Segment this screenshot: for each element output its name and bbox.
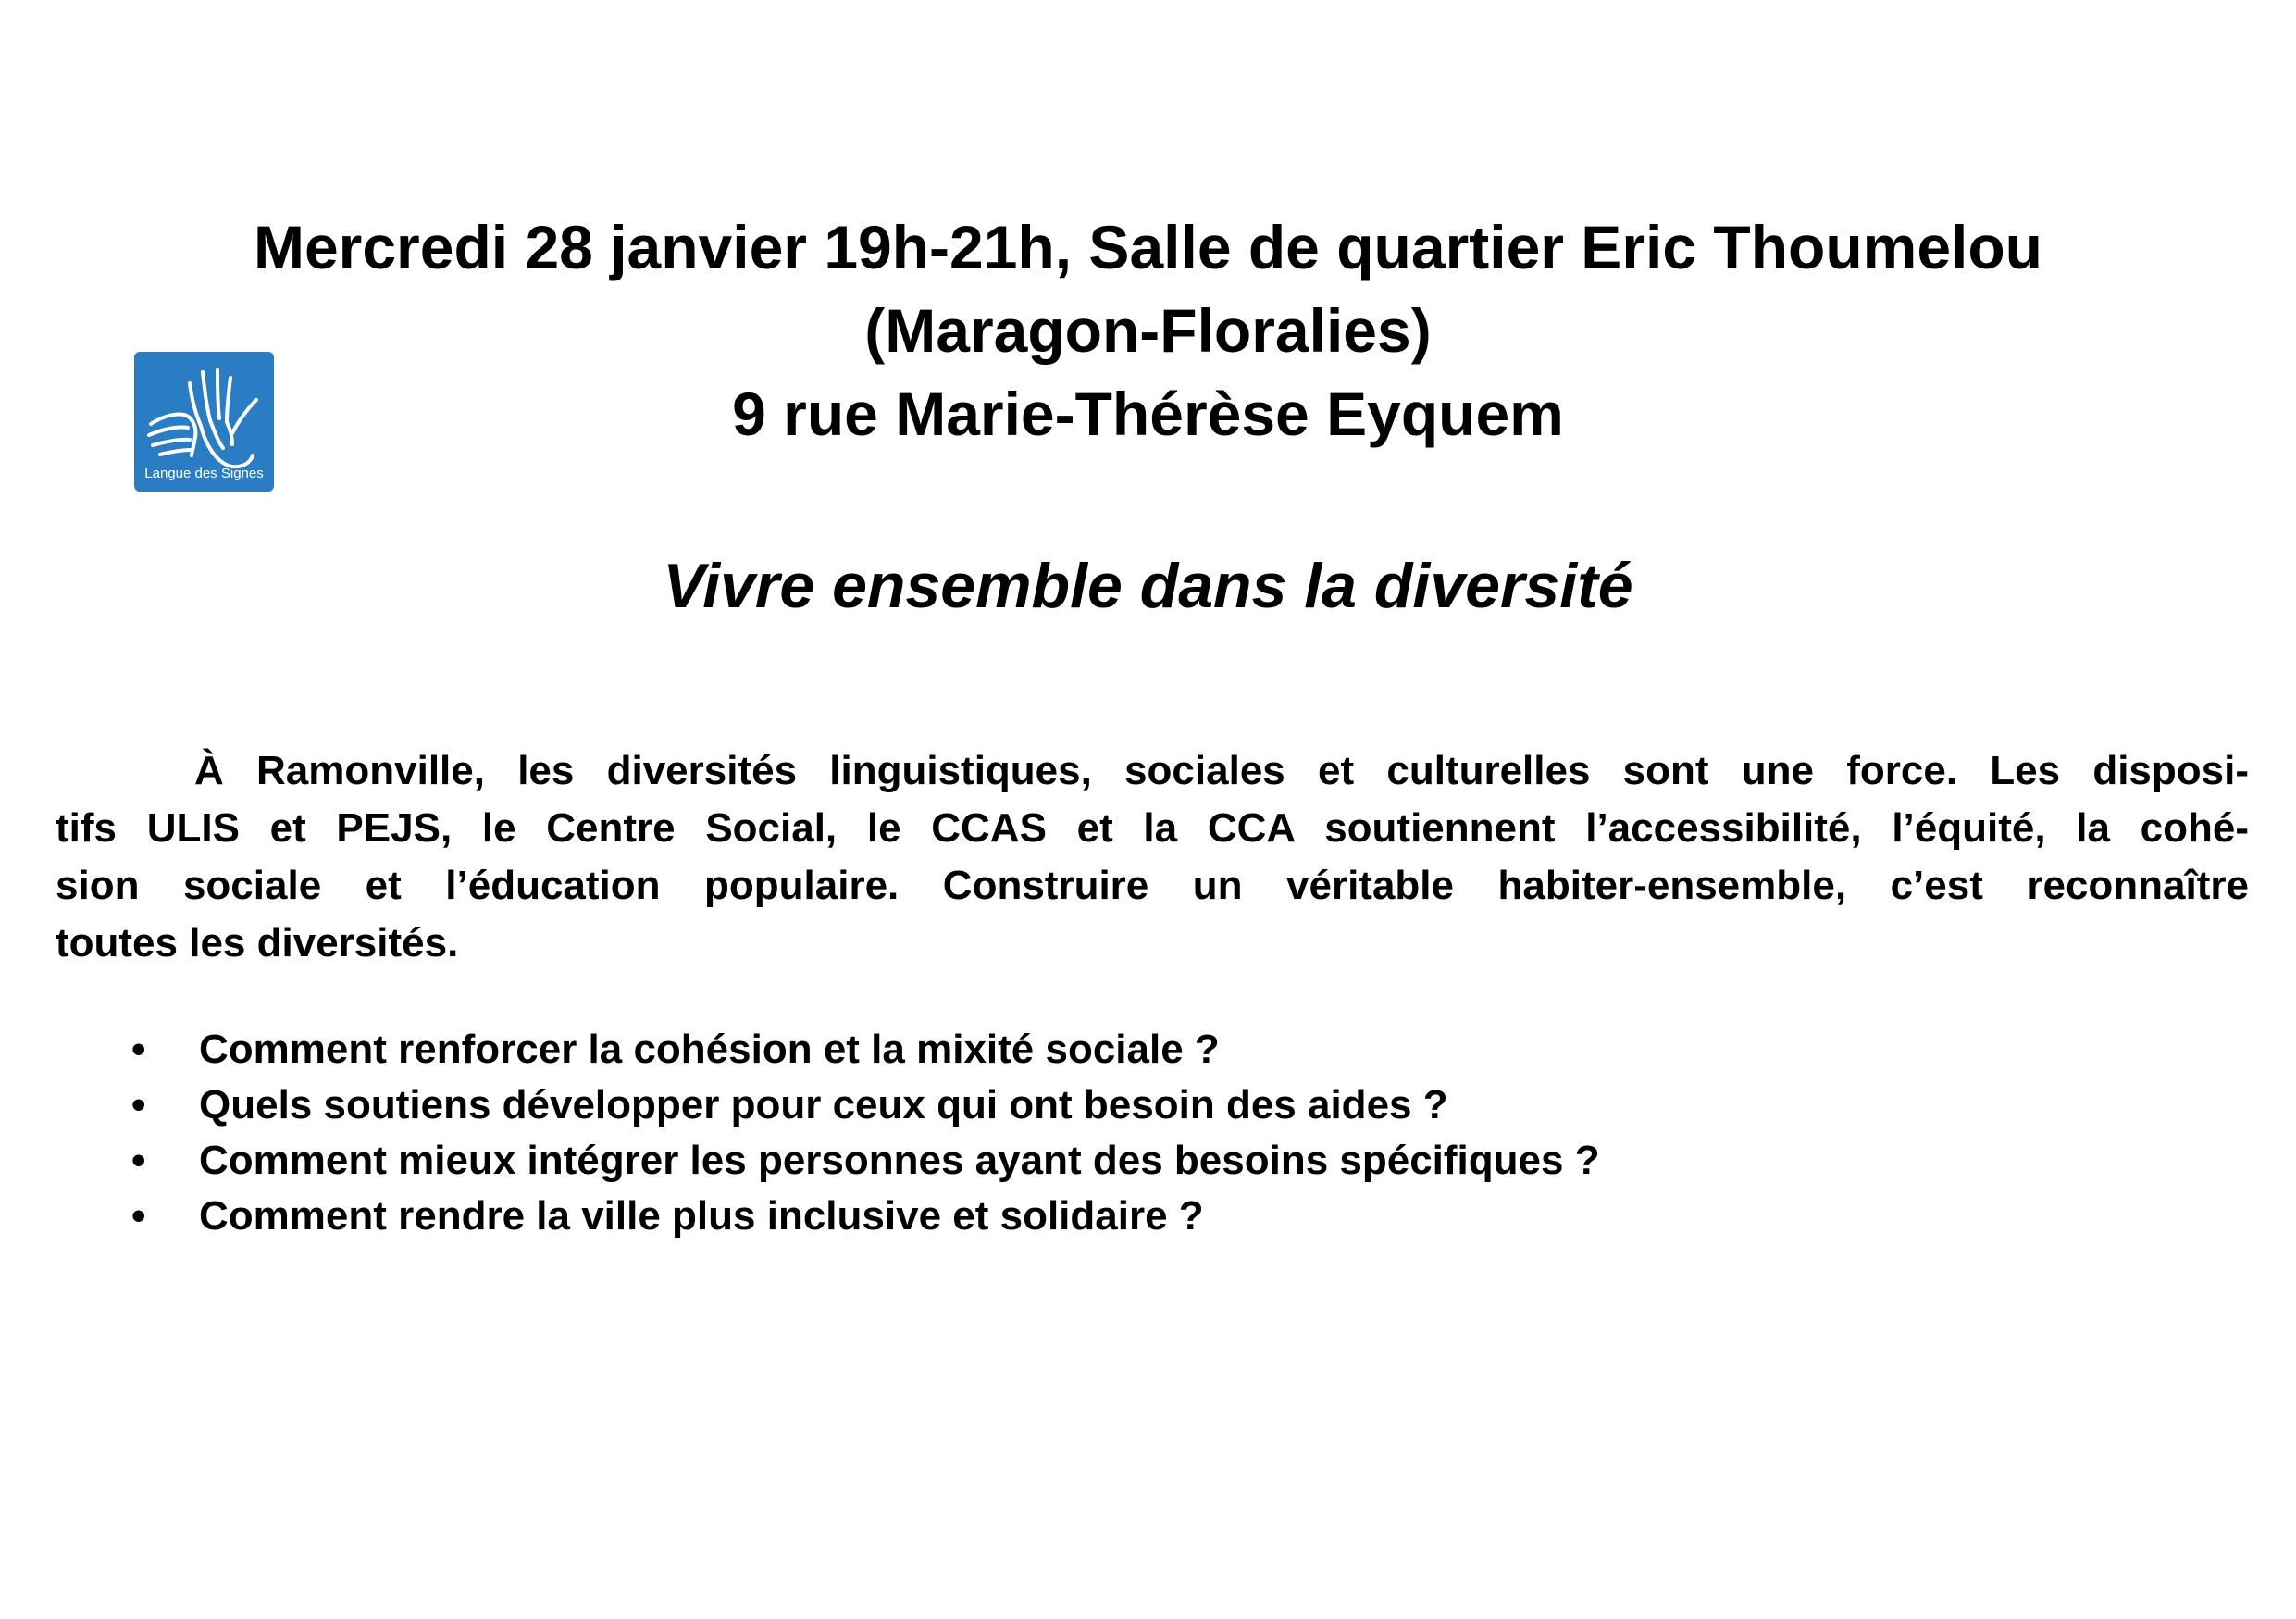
- event-neighborhood: (Maragon-Floralies): [864, 296, 1432, 365]
- bullet: •: [131, 1138, 146, 1183]
- question-item: [56, 1077, 2184, 1133]
- event-address: 9 rue Marie-Thérèse Eyquem: [732, 380, 1564, 448]
- question-text: Comment rendre la ville plus inclusive et solidaire ?: [199, 1193, 1204, 1239]
- paragraph-line: toutes les diversités.: [56, 920, 459, 965]
- question-item: [56, 1022, 2184, 1077]
- sign-language-logo: [134, 352, 274, 492]
- question-text: Quels soutiens développer pour ceux qui ont besoin des aides ?: [199, 1082, 1448, 1127]
- question-text: Comment mieux intégrer les personnes ayant des besoins spécifiques ?: [199, 1138, 1600, 1183]
- question-item: [56, 1133, 2184, 1189]
- bullet: •: [131, 1082, 146, 1127]
- event-header: [0, 205, 2296, 455]
- bullet: •: [131, 1027, 146, 1072]
- question-text: Comment renforcer la cohésion et la mixité sociale ?: [199, 1027, 1220, 1072]
- question-item: [56, 1189, 2184, 1244]
- intro-paragraph: [56, 742, 2249, 972]
- paragraph-line: tifs ULIS et PEJS, le Centre Social, le CCAS et la CCA soutiennent l’accessibilité, l’équité, la cohé-: [56, 805, 2249, 851]
- question-list: [56, 1022, 2184, 1244]
- event-theme: Vivre ensemble dans la diversité: [663, 551, 1633, 621]
- bullet: •: [131, 1193, 146, 1239]
- event-date-location: Mercredi 28 janvier 19h-21h, Salle de quartier Eric Thoumelou: [253, 213, 2042, 281]
- logo-label: Langue des Signes: [144, 466, 264, 481]
- paragraph-line: sion sociale et l’éducation populaire. Construire un véritable habiter-ensemble, c’est reconnaître: [56, 863, 2249, 908]
- paragraph-line: À Ramonville, les diversités linguistiques, sociales et culturelles sont une force. Les disposi-: [194, 748, 2249, 793]
